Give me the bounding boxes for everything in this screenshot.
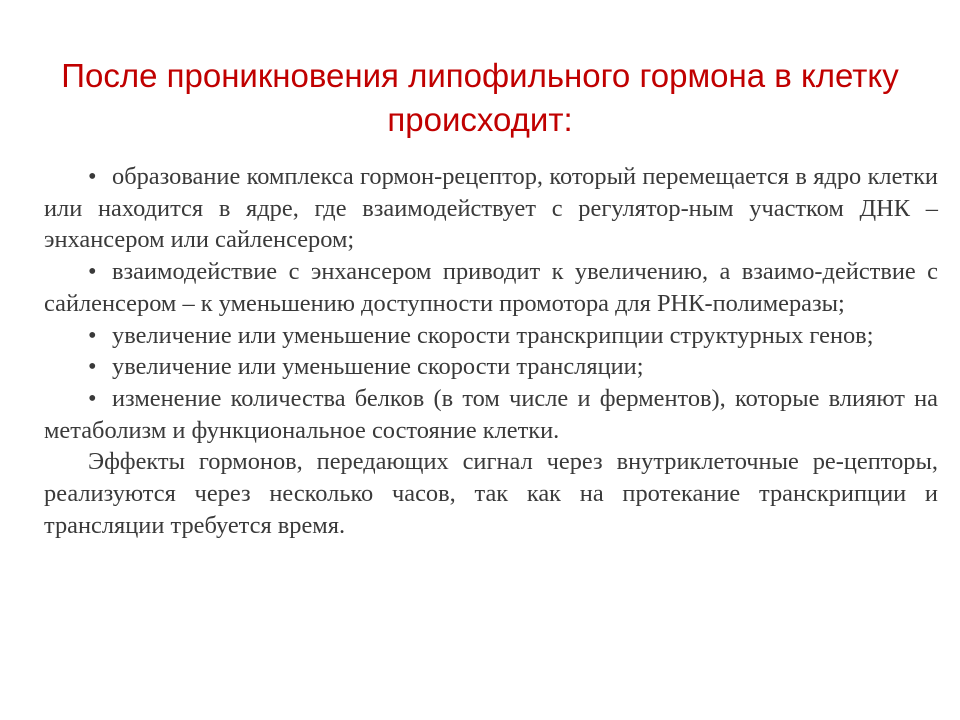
bullet-text: взаимодействие с энхансером приводит к увеличению, а взаимо-действие с сайленсером – к уменьшению доступности промотора для РНК-полимеразы; (44, 258, 938, 317)
bullet-icon: • (88, 384, 97, 412)
bullet-item (44, 383, 938, 446)
bullet-icon: • (88, 353, 97, 381)
bullet-icon: • (88, 258, 97, 286)
bullet-item (44, 256, 938, 319)
bullet-item (44, 320, 938, 352)
bullet-icon: • (88, 321, 97, 349)
slide-title: После проникновения липофильного гормона в клетку происходит: (61, 57, 899, 138)
bullet-text: образование комплекса гормон-рецептор, который перемещается в ядро клетки или находится в ядре, где взаимодействует с регулятор-ным участком ДНК – энхансером или сайленсером; (44, 163, 938, 254)
body-text (44, 161, 938, 541)
bullet-item (44, 161, 938, 256)
bullet-text: увеличение или уменьшение скорости трансляции; (112, 353, 644, 381)
bullet-item (44, 351, 938, 383)
closing-paragraph: Эффекты гормонов, передающих сигнал через внутриклеточные ре-цепторы, реализуются через несколько часов, так как на протекание транскрипции и трансляции требуется время. (44, 448, 938, 539)
bullet-text: увеличение или уменьшение скорости транскрипции структурных генов; (112, 321, 874, 349)
bullet-text: изменение количества белков (в том числе и ферментов), которые влияют на метаболизм и функциональное состояние клетки. (44, 384, 938, 444)
bullet-icon: • (88, 163, 97, 190)
